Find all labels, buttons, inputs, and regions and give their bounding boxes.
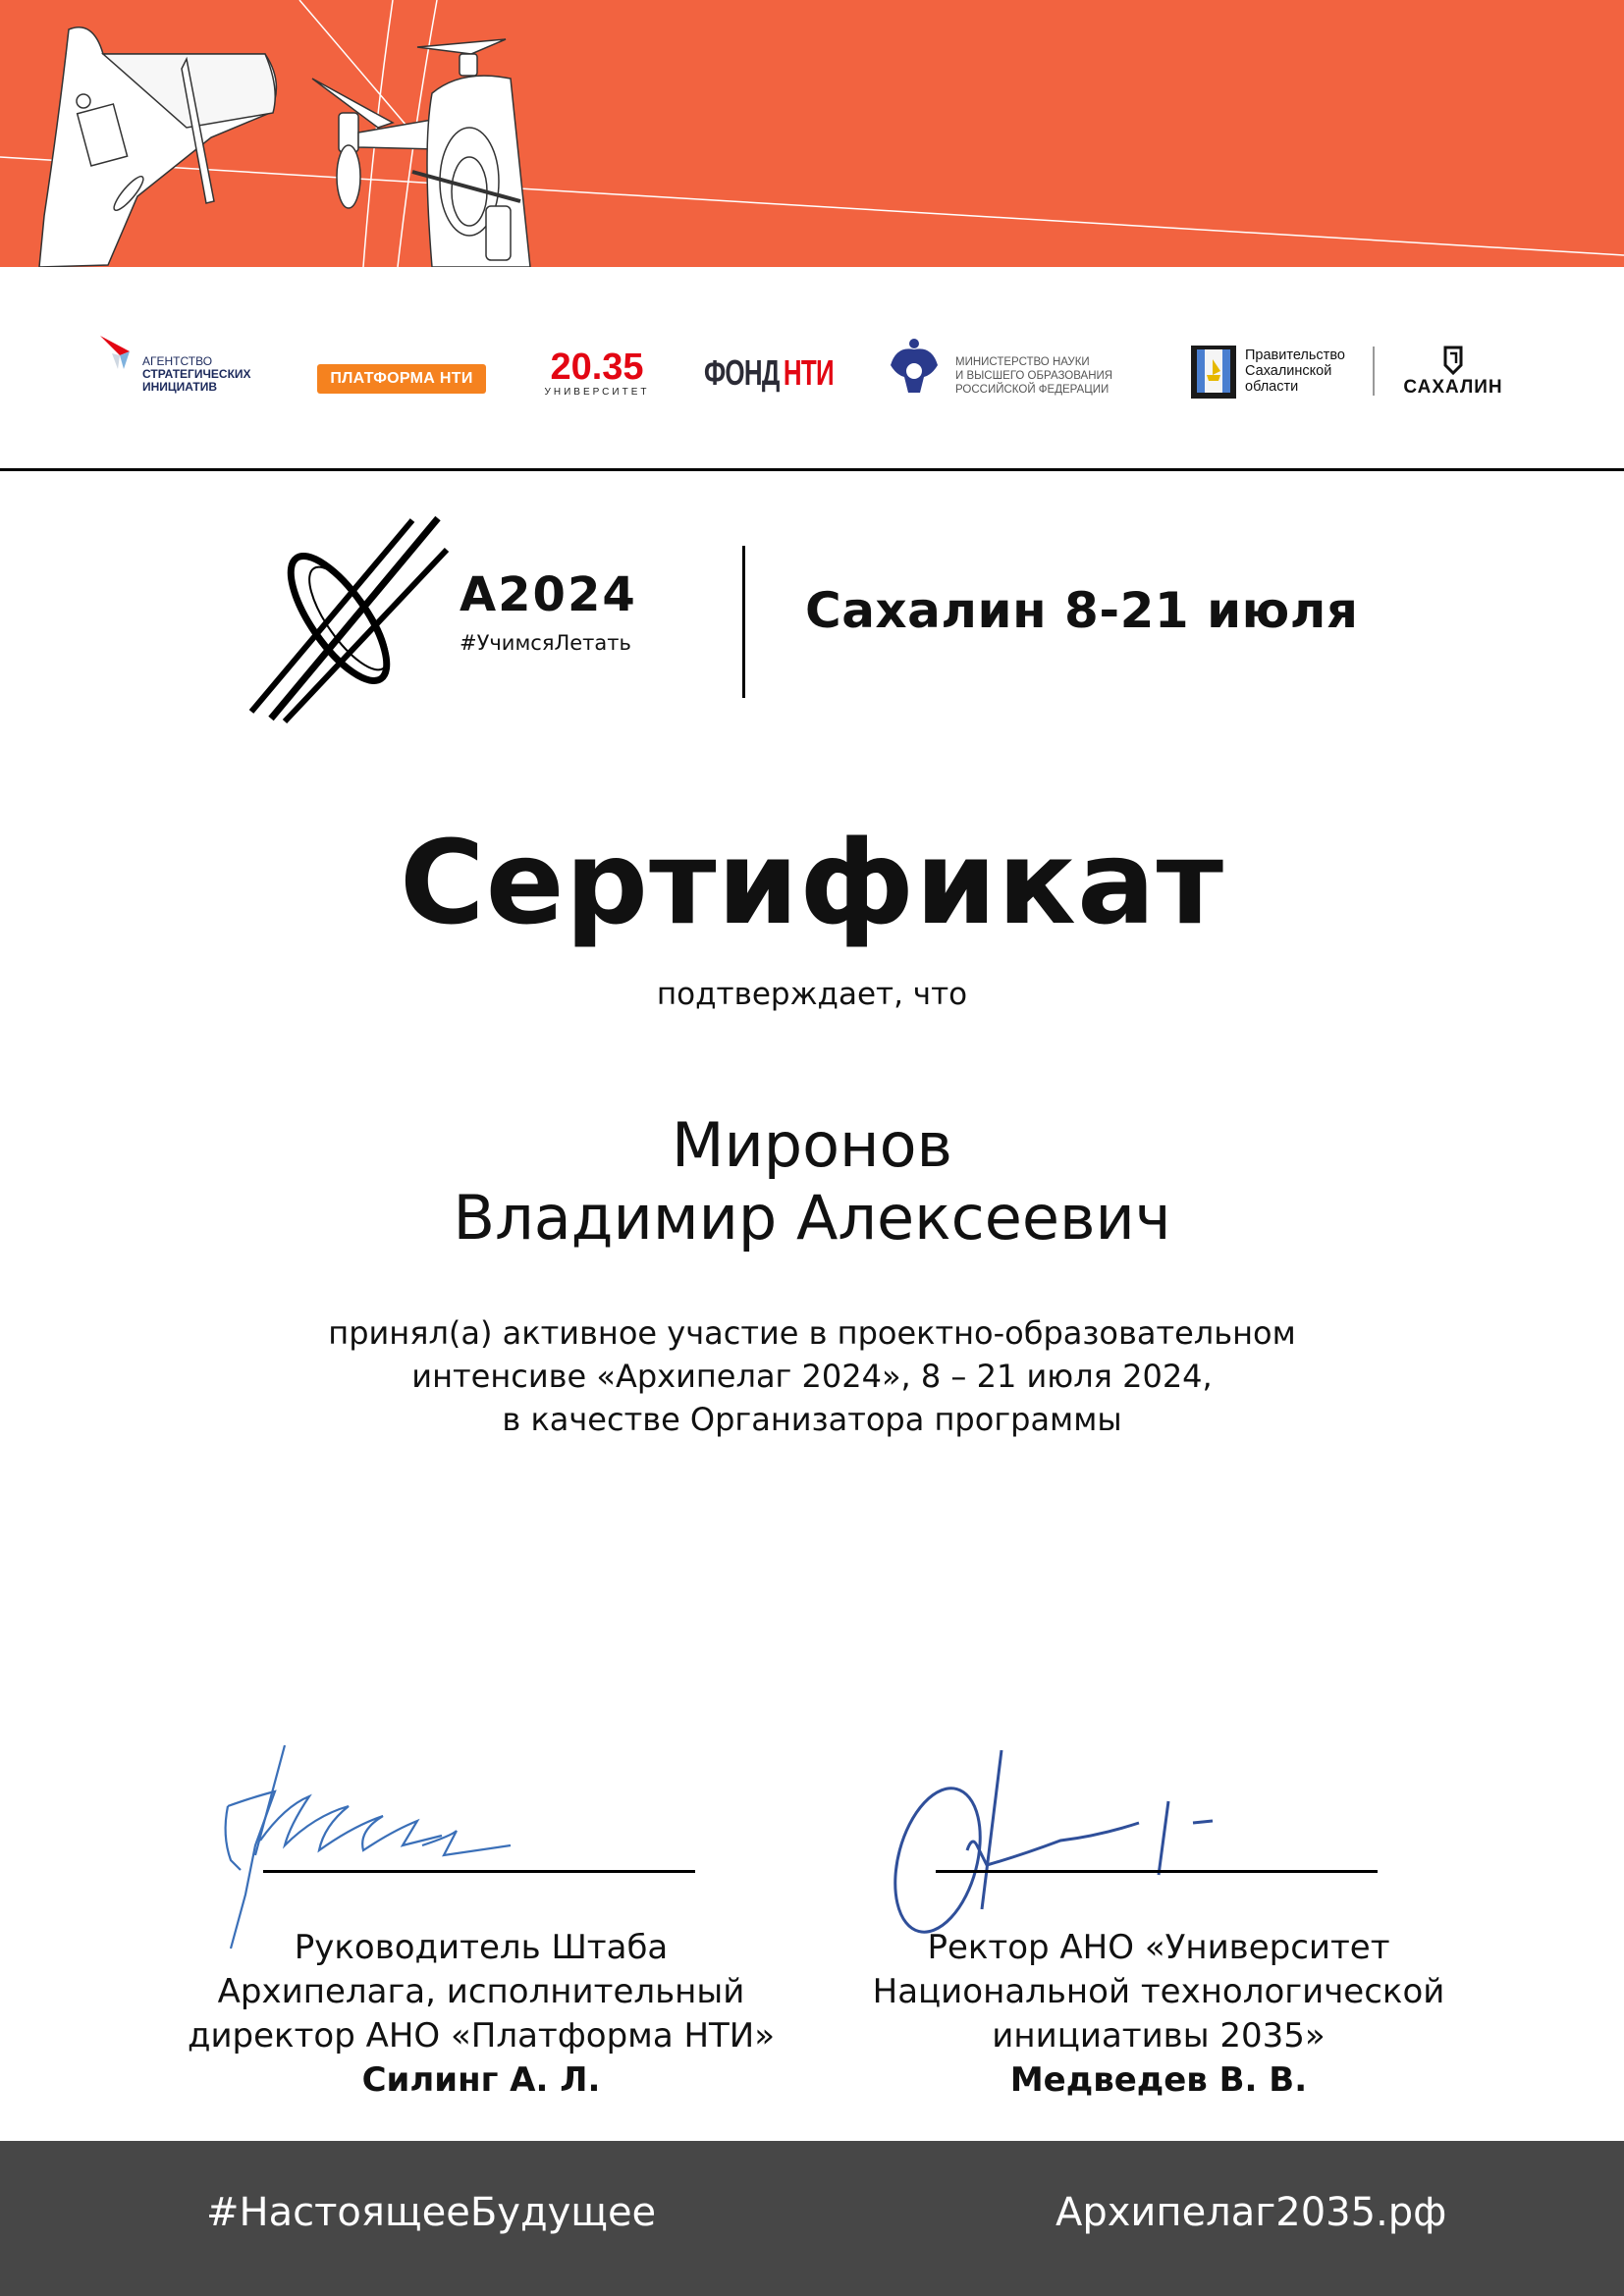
signer-left-position-1: Руководитель Штаба — [294, 1928, 669, 1967]
event-location-dates: Сахалин 8-21 июля — [805, 582, 1359, 639]
certificate-description — [0, 1311, 1624, 1441]
sakhalin-gov-line-1: Правительство — [1245, 347, 1345, 363]
header-banner — [0, 0, 1624, 267]
event-divider — [742, 546, 745, 698]
sakhalin-brand-label: САХАЛИН — [1403, 377, 1503, 398]
sakhalin-gov-line-3: области — [1245, 379, 1299, 395]
signer-left-position-2: Архипелага, исполнительный — [217, 1972, 745, 2011]
logo-fond-nti — [704, 353, 834, 393]
description-line-1: принял(а) активное участие в проектно-образовательном — [328, 1314, 1296, 1352]
sakhalin-gov-line-2: Сахалинской — [1245, 363, 1332, 379]
asi-line-2: СТРАТЕГИЧЕСКИХ — [142, 367, 251, 381]
nti-label: НТИ — [783, 352, 834, 393]
signer-right-position-3: инициативы 2035» — [992, 2016, 1326, 2056]
signer-right-name: Медведев В. В. — [1009, 2060, 1308, 2100]
u2035-sub: УНИВЕРСИТЕТ — [544, 387, 650, 398]
signature-line-right — [936, 1870, 1378, 1873]
footer-hashtag: #НастоящееБудущее — [206, 2190, 657, 2235]
event-logo — [245, 510, 677, 726]
signer-left-name: Силинг А. Л. — [361, 2060, 601, 2100]
sakhalin-coat-of-arms-icon — [1191, 346, 1236, 399]
logo-sakhalin-brand — [1389, 346, 1517, 404]
logo-agency-strategic-initiatives — [98, 334, 275, 402]
certificate-confirms-text: подтверждает, что — [656, 977, 968, 1012]
description-line-3: в качестве Организатора программы — [502, 1401, 1122, 1438]
asi-line-1: АГЕНТСТВО — [142, 354, 213, 368]
recipient-surname: Миронов — [671, 1109, 953, 1181]
asi-arrow-icon — [98, 334, 137, 373]
logo-divider — [1373, 347, 1375, 396]
ministry-line-1: МИНИСТЕРСТВО НАУКИ — [955, 356, 1090, 368]
logo-platforma-nti — [317, 364, 486, 394]
signer-right-position-1: Ректор АНО «Университет — [927, 1928, 1390, 1967]
signature-line-left — [263, 1870, 695, 1873]
partner-logos-row — [0, 267, 1624, 469]
recipient-given-names: Владимир Алексеевич — [453, 1182, 1171, 1254]
event-logo-title: А2024 — [460, 567, 637, 622]
logo-sakhalin-government — [1191, 346, 1368, 414]
recipient-name — [0, 1109, 1624, 1255]
logo-ministry-science — [887, 336, 1122, 414]
platforma-nti-label: ПЛАТФОРМА НТИ — [330, 370, 473, 387]
certificate-title: Сертификат — [399, 815, 1225, 950]
ministry-line-3: РОССИЙСКОЙ ФЕДЕРАЦИИ — [955, 384, 1110, 396]
coat-of-arms-icon — [887, 336, 942, 400]
description-line-2: интенсиве «Архипелаг 2024», 8 – 21 июля 2024, — [411, 1358, 1213, 1395]
ministry-line-2: И ВЫСШЕГО ОБРАЗОВАНИЯ — [955, 370, 1113, 382]
footer-bar — [0, 2141, 1624, 2296]
u2035-number: 20.35 — [550, 347, 644, 388]
fond-label: ФОНД — [704, 352, 780, 393]
signer-left — [137, 1926, 825, 2103]
a2024-emblem-icon — [245, 510, 461, 726]
event-logo-hashtag: #УчимсяЛетать — [460, 631, 631, 655]
sakhalin-shield-icon — [1441, 346, 1465, 375]
signer-right-position-2: Национальной технологической — [872, 1972, 1445, 2011]
footer-website-link[interactable]: Архипелаг2035.рф — [1056, 2190, 1447, 2235]
signer-left-position-3: директор АНО «Платформа НТИ» — [187, 2016, 776, 2056]
logo-university-2035 — [543, 347, 651, 406]
asi-line-3: ИНИЦИАТИВ — [142, 380, 217, 394]
drones-illustration — [0, 0, 1624, 267]
header-divider — [0, 468, 1624, 471]
signer-right — [815, 1926, 1502, 2103]
